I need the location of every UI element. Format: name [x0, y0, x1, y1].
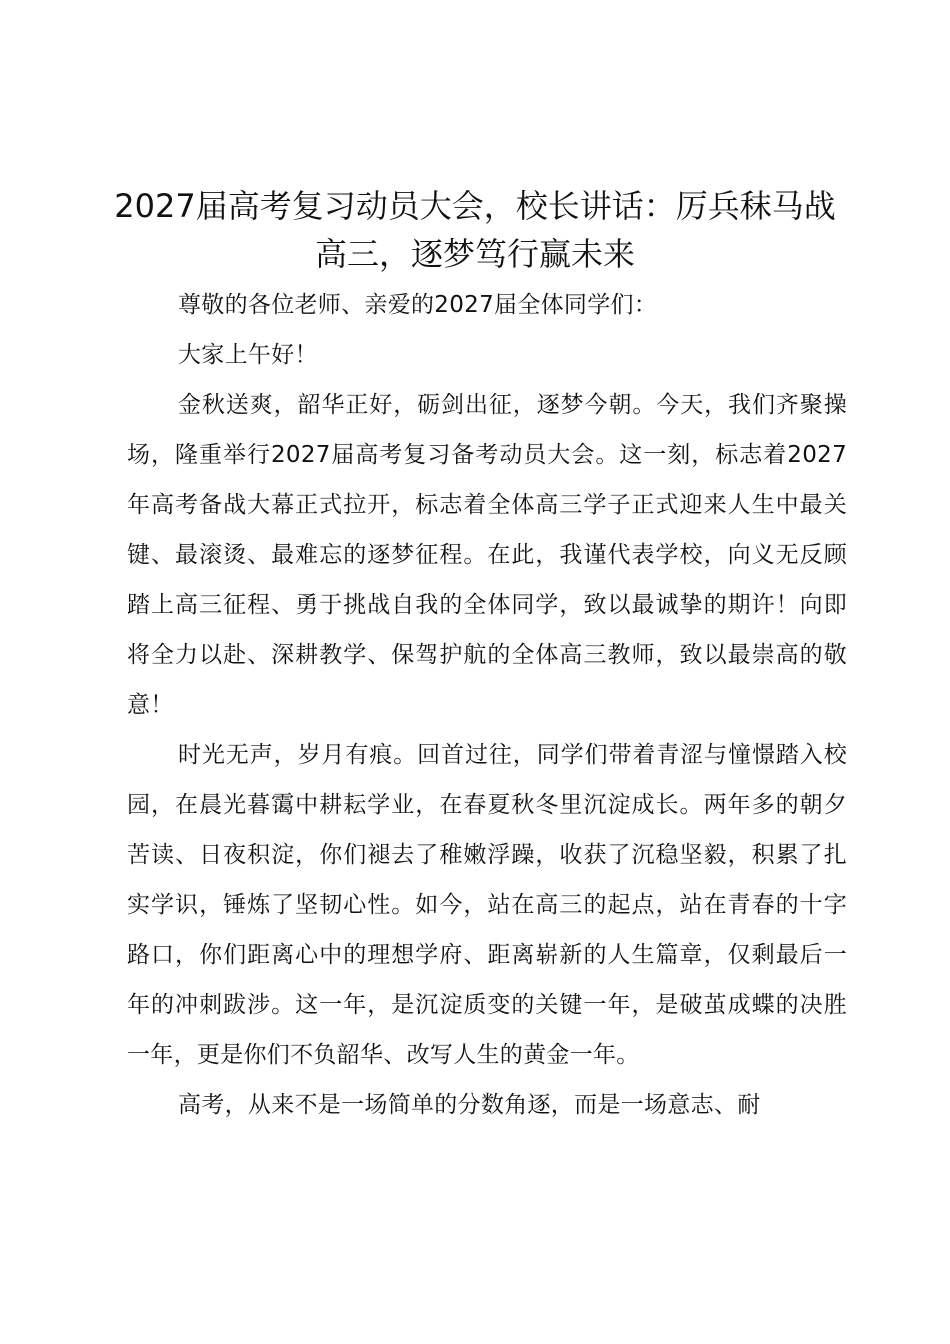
body-paragraph: 金秋送爽，韶华正好，砺剑出征，逐梦今朝。今天，我们齐聚操场，隆重举行2027届高考复习备考动员大会。这一刻，标志着2027年高考备战大幕正式拉开，标志着全体高三学子正式迎来人生中最关键、最滚烫、最难忘的逐梦征程。在此，我谨代表学校，向义无反顾踏上高三征程、勇于挑战自我的全体同学，致以最诚挚的期许！向即将全力以赴、深耕教学、保驾护航的全体高三教师，致以最崇高的敬意！ — [127, 392, 847, 718]
body-paragraph: 高考，从来不是一场简单的分数角逐，而是一场意志、耐 — [178, 1092, 761, 1118]
salutation: 尊敬的各位老师、亲爱的2027届全体同学们： — [178, 292, 658, 318]
document-title: 2027届高考复习动员大会，校长讲话：厉兵秣马战高三，逐梦笃行赢未来 — [114, 187, 836, 273]
body-paragraph: 时光无声，岁月有痕。回首过往，同学们带着青涩与憧憬踏入校园，在晨光暮霭中耕耘学业，在春夏秋冬里沉淀成长。两年多的朝夕苦读、日夜积淀，你们褪去了稚嫩浮躁，收获了沉稳坚毅，积累了扎实学识，锤炼了坚韧心性。如今，站在高三的起点，站在青春的十字路口，你们距离心中的理想学府、距离崭新的人生篇章，仅剩最后一年的冲刺跋涉。这一年，是沉淀质变的关键一年，是破茧成蝶的决胜一年，更是你们不负韶华、改写人生的黄金一年。 — [127, 742, 847, 1068]
document-body — [127, 280, 847, 1130]
greeting: 大家上午好！ — [178, 342, 318, 368]
